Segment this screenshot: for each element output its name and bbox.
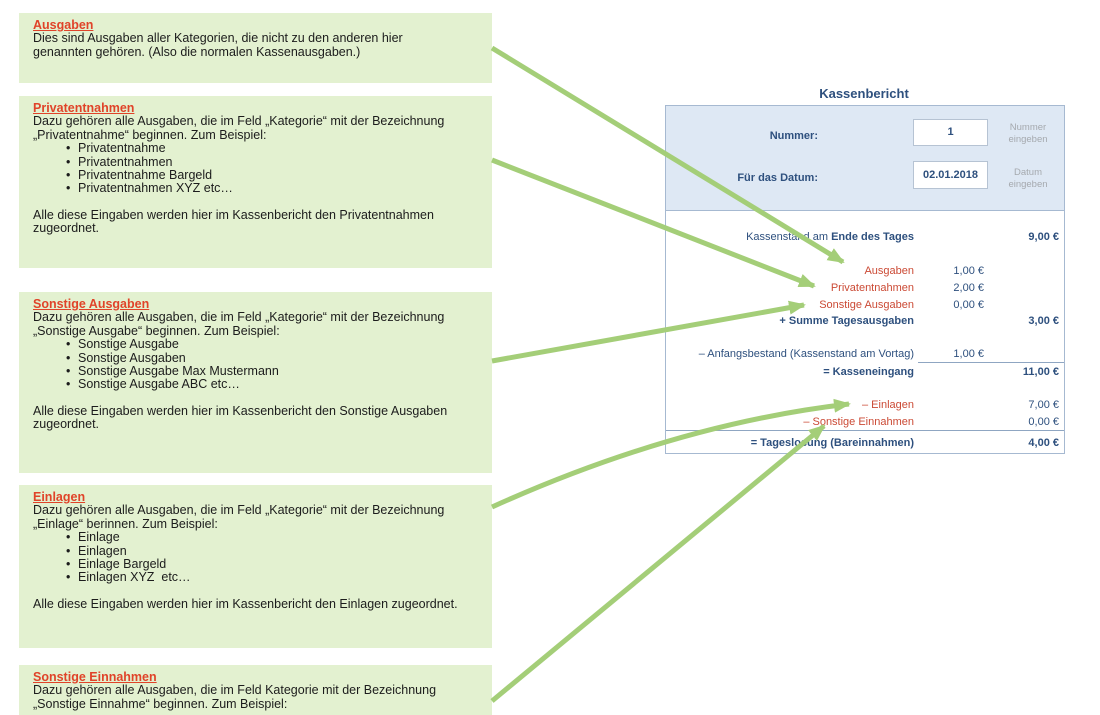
note-text: Dazu gehören alle Ausgaben, die im Feld „Kategorie“ mit der Bezeichnung bbox=[33, 503, 445, 518]
row-sonstige-einnahmen-label: – Sonstige Einnahmen bbox=[803, 416, 914, 428]
value-ausgaben: 1,00 € bbox=[953, 265, 984, 277]
nummer-input[interactable]: 1 bbox=[913, 119, 988, 146]
value-privatentnahmen: 2,00 € bbox=[953, 282, 984, 294]
note-text: Alle diese Eingaben werden hier im Kassenbericht den Privatentnahmen bbox=[33, 207, 434, 222]
note-sonstige-ausgaben-title: Sonstige Ausgaben bbox=[33, 297, 150, 311]
note-text: Dazu gehören alle Ausgaben, die im Feld „Kategorie“ mit der Bezeichnung bbox=[33, 114, 445, 129]
row-privatentnahmen-label: Privatentnahmen bbox=[830, 282, 914, 294]
nummer-hint: Nummer eingeben bbox=[1008, 122, 1048, 145]
value-summe-tagesausgaben: 3,00 € bbox=[1028, 315, 1059, 327]
value-tageslosung: 4,00 € bbox=[1028, 437, 1059, 449]
note-text: „Sonstige Einnahme“ beginnen. Zum Beispiel: bbox=[33, 696, 288, 711]
row-anfangsbestand-label: – Anfangsbestand (Kassenstand am Vortag) bbox=[698, 348, 914, 360]
note-text: Dazu gehören alle Ausgaben, die im Feld „Kategorie“ mit der Bezeichnung bbox=[33, 310, 445, 325]
datum-hint: Datum eingeben bbox=[1008, 167, 1048, 190]
note-text: Dies sind Ausgaben aller Kategorien, die nicht zu den anderen hier bbox=[33, 31, 403, 46]
note-text: zugeordnet. bbox=[33, 221, 100, 236]
list-item: • Sonstige Ausgaben bbox=[33, 352, 492, 365]
note-sonstige-einnahmen-title: Sonstige Einnahmen bbox=[33, 670, 157, 684]
row-label-bold: Ende des Tages bbox=[831, 231, 914, 243]
value-einlagen: 7,00 € bbox=[1028, 399, 1059, 411]
list-item: • Privatentnahmen bbox=[33, 156, 492, 169]
note-text: Dazu gehören alle Ausgaben, die im Feld Kategorie mit der Bezeichnung bbox=[33, 683, 437, 698]
note-text: Alle diese Eingaben werden hier im Kassenbericht den Sonstige Ausgaben bbox=[33, 403, 448, 418]
list-item: • Einlagen bbox=[33, 545, 492, 558]
note-einlagen bbox=[19, 485, 492, 648]
row-summe-tagesausgaben-label: + Summe Tagesausgaben bbox=[779, 315, 914, 327]
note-ausgaben-title: Ausgaben bbox=[33, 18, 94, 32]
datum-label: Für das Datum: bbox=[737, 172, 818, 184]
row-einlagen-label: – Einlagen bbox=[862, 399, 914, 411]
note-text: genannten gehören. (Also die normalen Kassenausgaben.) bbox=[33, 44, 361, 59]
note-text: Alle diese Eingaben werden hier im Kassenbericht den Einlagen zugeordnet. bbox=[33, 596, 458, 611]
row-label-regular: Kassenstand am bbox=[746, 231, 832, 243]
note-privatentnahmen bbox=[19, 96, 492, 268]
note-sonstige-einnahmen bbox=[19, 665, 492, 715]
row-kassenstand-label bbox=[666, 231, 914, 244]
value-kassenstand: 9,00 € bbox=[1028, 231, 1059, 243]
note-einlagen-title: Einlagen bbox=[33, 490, 86, 504]
list-item: • Einlagen XYZ etc… bbox=[33, 571, 492, 584]
anfangsbestand-underline bbox=[918, 362, 1064, 363]
note-sonstige-ausgaben bbox=[19, 292, 492, 473]
arrow-sonstige-einnahmen bbox=[492, 426, 824, 701]
value-sonstige-ausgaben: 0,00 € bbox=[953, 299, 984, 311]
datum-input[interactable]: 02.01.2018 bbox=[913, 161, 988, 189]
note-text: „Privatentnahme“ beginnen. Zum Beispiel: bbox=[33, 127, 267, 142]
value-sonstige-einnahmen: 0,00 € bbox=[1028, 416, 1059, 428]
row-tageslosung-label: = Tageslosung (Bareinnahmen) bbox=[750, 437, 914, 449]
list-item: • Einlage bbox=[33, 531, 492, 544]
list-item: • Sonstige Ausgabe bbox=[33, 338, 492, 351]
nummer-label: Nummer: bbox=[769, 130, 818, 142]
list-item: • Privatentnahme bbox=[33, 142, 492, 155]
value-kasseneingang: 11,00 € bbox=[1022, 366, 1059, 378]
list-item: • Sonstige Ausgabe Max Mustermann bbox=[33, 365, 492, 378]
row-ausgaben-label: Ausgaben bbox=[864, 265, 914, 277]
list-item: • Sonstige Ausgabe ABC etc… bbox=[33, 378, 492, 391]
note-text: zugeordnet. bbox=[33, 417, 100, 432]
note-text: „Einlage“ berinnen. Zum Beispiel: bbox=[33, 516, 218, 531]
row-kasseneingang-label: = Kasseneingang bbox=[823, 366, 914, 378]
note-privatentnahmen-title: Privatentnahmen bbox=[33, 101, 135, 115]
list-item: • Privatentnahmen XYZ etc… bbox=[33, 182, 492, 195]
sum-divider bbox=[666, 430, 1064, 431]
kassenbericht-form bbox=[665, 105, 1065, 454]
note-ausgaben bbox=[19, 13, 492, 83]
note-text: „Sonstige Ausgabe“ beginnen. Zum Beispiel: bbox=[33, 323, 280, 338]
form-header bbox=[666, 106, 1064, 211]
kassenbericht-title: Kassenbericht bbox=[819, 86, 909, 101]
row-sonstige-ausgaben-label: Sonstige Ausgaben bbox=[819, 299, 914, 311]
list-item: • Privatentnahme Bargeld bbox=[33, 169, 492, 182]
value-anfangsbestand: 1,00 € bbox=[953, 348, 984, 360]
list-item: • Einlage Bargeld bbox=[33, 558, 492, 571]
